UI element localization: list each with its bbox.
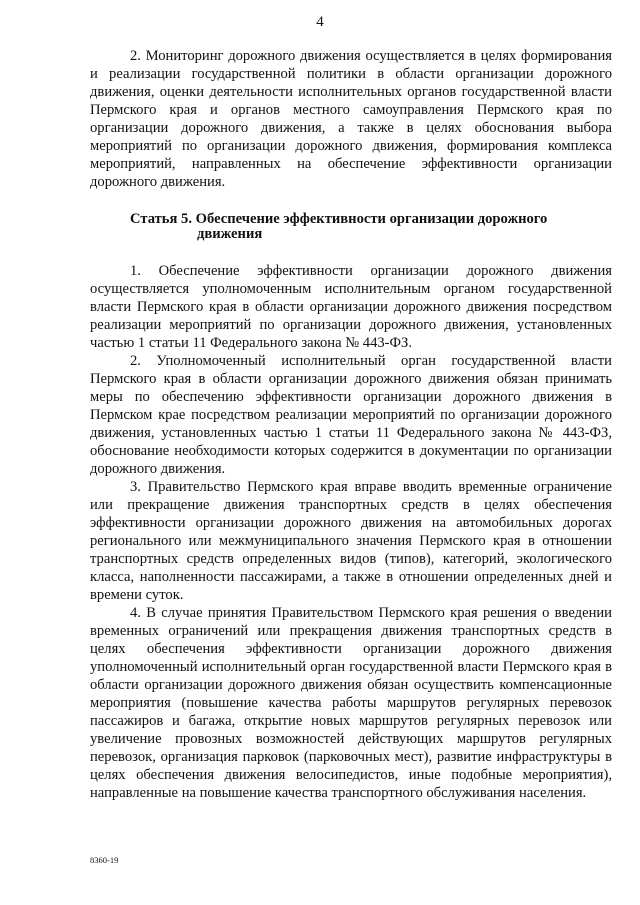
article-paragraph-4: 4. В случае принятия Правительством Пермского края решения о введении временных ограничений или прекращения движения транспортных средств в целях обеспечения эффективности организации дорожного движения уполномоченный исполнительный орган государственной власти Пермского края в области организации дорожного движения обязан осуществить компенсационные мероприятия (повышение качества работы маршрутов регулярных перевозок пассажиров и багажа, открытие новых маршрутов регулярных перевозок или увеличение провозных возможностей действующих маршрутов регулярных перевозок, организация парковок (парковочных мест), развитие инфраструктуры в целях обеспечения движения велосипедистов, иные подобные мероприятия), направленные на повышение качества транспортного обслуживания населения. <box>90 605 612 801</box>
page-number: 4 <box>316 14 324 30</box>
article-5-heading <box>90 212 612 242</box>
article-paragraph-2: 2. Уполномоченный исполнительный орган государственной власти Пермского края в области организации дорожного движения обязан принимать меры по обеспечению эффективности организации дорожного движения в Пермском крае посредством реализации мероприятий по организации дорожного движения, установленных частью 1 статьи 11 Федерального закона № 443-ФЗ, обоснование необходимости которых содержится в документации по организации дорожного движения. <box>90 353 612 477</box>
article-paragraph-3: 3. Правительство Пермского края вправе вводить временные ограничение или прекращение движения транспортных средств в целях обеспечения эффективности организации дорожного движения на автомобильных дорогах регионального или межмуниципального значения Пермского края в отношении транспортных средств определенных видов (типов), категорий, экологического класса, наполненности пассажирами, а также в отношении определенных дней и времени суток. <box>90 479 612 603</box>
article-paragraph-1: 1. Обеспечение эффективности организации дорожного движения осуществляется уполномоченным исполнительным органом государственной власти Пермского края в области организации дорожного движения посредством реализации мероприятий по организации дорожного движения, установленных частью 1 статьи 11 Федерального закона № 443-ФЗ. <box>90 263 612 351</box>
article-heading-line2: движения <box>197 226 263 242</box>
monitoring-paragraph: 2. Мониторинг дорожного движения осуществляется в целях формирования и реализации государственной политики в области организации дорожного движения, оценки деятельности исполнительных органов государственной власти Пермского края и органов местного самоуправления Пермского края по организации дорожного движения, а также в целях обоснования выбора мероприятий по организации дорожного движения, формирования комплекса мероприятий, направленных на обеспечение эффективности организации дорожного движения. <box>90 48 612 190</box>
document-body <box>90 47 612 802</box>
article-heading-line1: Статья 5. Обеспечение эффективности организации дорожного <box>130 211 548 227</box>
document-code: 8360-19 <box>90 855 119 865</box>
